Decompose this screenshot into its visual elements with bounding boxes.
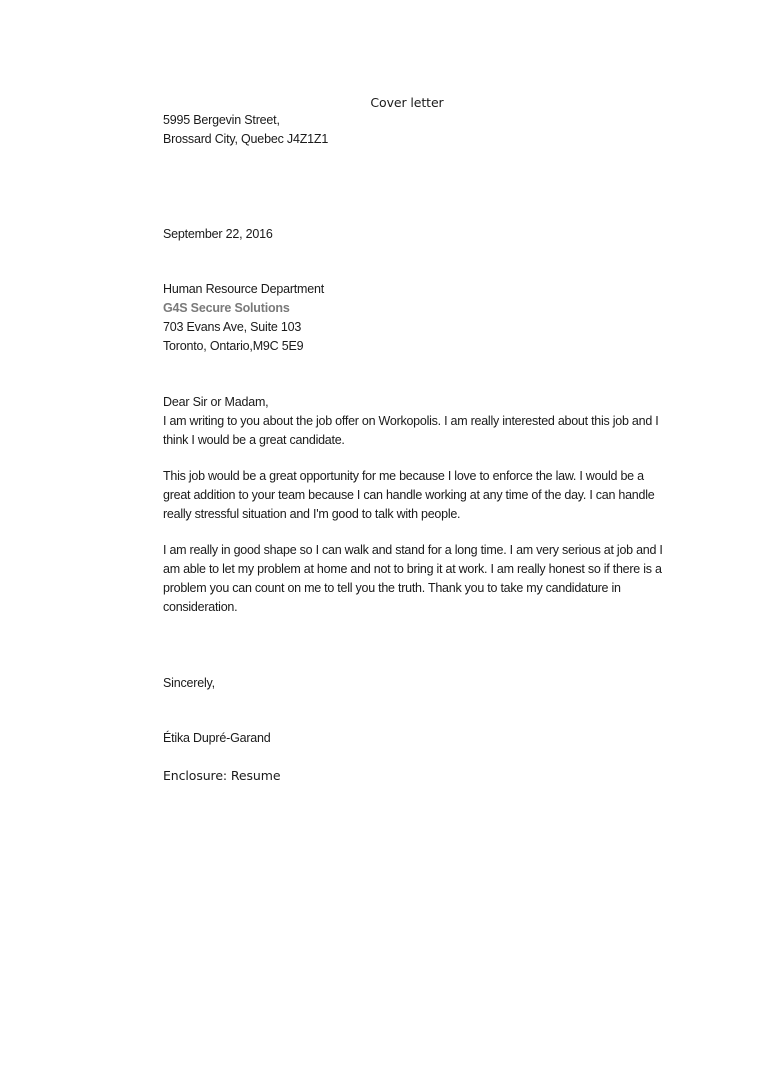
body-paragraph-1: I am writing to you about the job offer on Workopolis. I am really interested about this job and I think I would be a great candidate. <box>163 414 659 447</box>
recipient-street: 703 Evans Ave, Suite 103 <box>163 320 302 334</box>
letter-date: September 22, 2016 <box>163 227 273 241</box>
closing: Sincerely, <box>163 676 215 690</box>
sender-city: Brossard City, Quebec J4Z1Z1 <box>163 132 329 146</box>
enclosure-note: Enclosure: Resume <box>163 768 281 783</box>
body-paragraph-3: I am really in good shape so I can walk and stand for a long time. I am very serious at job and I am able to let my problem at home and not to bring it at work. I am really honest so if there is a problem you can count on me to tell you the truth. Thank you to take my candidature in consideration. <box>163 543 663 614</box>
body-paragraph-2: This job would be a great opportunity for me because I love to enforce the law. I would be a great addition to your team because I can handle working at any time of the day. I can handle really stressful situation and I'm good to talk with people. <box>163 469 655 521</box>
recipient-city: Toronto, Ontario,M9C 5E9 <box>163 339 304 353</box>
recipient-department: Human Resource Department <box>163 282 325 296</box>
salutation: Dear Sir or Madam, <box>163 395 269 409</box>
letter-title: Cover letter <box>370 95 444 110</box>
sender-street: 5995 Bergevin Street, <box>163 113 280 127</box>
signature-name: Étika Dupré-Garand <box>163 731 271 745</box>
recipient-company: G4S Secure Solutions <box>163 301 290 315</box>
